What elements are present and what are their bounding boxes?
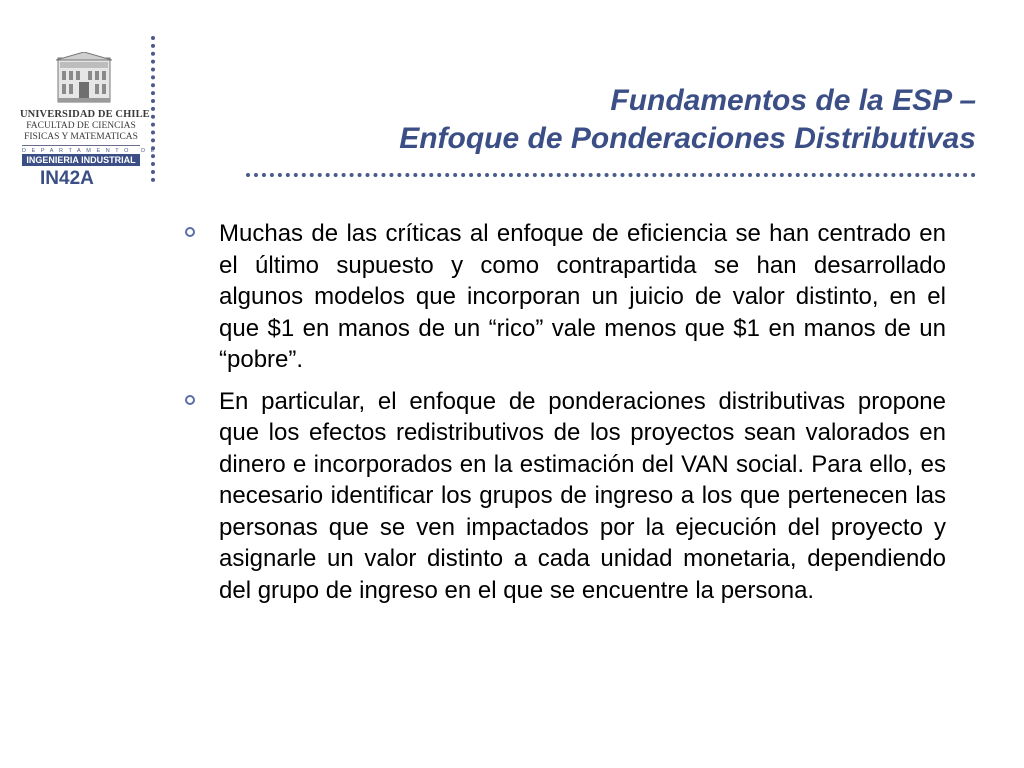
bullet-item — [183, 386, 946, 607]
university-name: UNIVERSIDAD DE CHILE — [20, 109, 150, 120]
slide-title-line2: Enfoque de Ponderaciones Distributivas — [399, 122, 976, 155]
slide-title-line1: Fundamentos de la ESP – — [610, 84, 976, 117]
bullet-text: En particular, el enfoque de ponderaciones distributivas propone que los efectos redistributivos de los proyectos sean valorados en dinero e incorporados en la estimación del VAN social. Para ello, es necesario identificar los grupos de ingreso a los que pertenecen las personas que se ven impactados por la ejecución del proyecto y asignarle un valor distinto a cada unidad monetaria, dependiendo del grupo de ingreso en el que se encuentre la persona. — [219, 387, 946, 604]
logo-divider — [22, 145, 140, 146]
department-label: DEPARTAMENTO DE — [22, 148, 160, 154]
slide-title — [399, 82, 976, 158]
faculty-name-line1: FACULTAD DE CIENCIAS — [26, 121, 136, 131]
ring-bullet-icon — [185, 395, 195, 405]
university-building-icon — [56, 52, 112, 104]
department-name: INGENIERIA INDUSTRIAL — [22, 154, 140, 166]
bullet-text: Muchas de las críticas al enfoque de eficiencia se han centrado en el último supuesto y como contrapartida se han desarrollado algunos modelos que incorporan un juicio de valor distinto, en el que $1 en manos de un “rico” vale menos que $1 en manos de un “pobre”. — [219, 220, 946, 373]
ring-bullet-icon — [185, 227, 195, 237]
vertical-dotted-divider — [151, 36, 155, 182]
bullet-list — [183, 218, 946, 616]
faculty-name-line2: FISICAS Y MATEMATICAS — [24, 132, 138, 142]
bullet-item — [183, 218, 946, 376]
title-dotted-underline — [246, 173, 976, 177]
course-code: IN42A — [40, 168, 94, 189]
